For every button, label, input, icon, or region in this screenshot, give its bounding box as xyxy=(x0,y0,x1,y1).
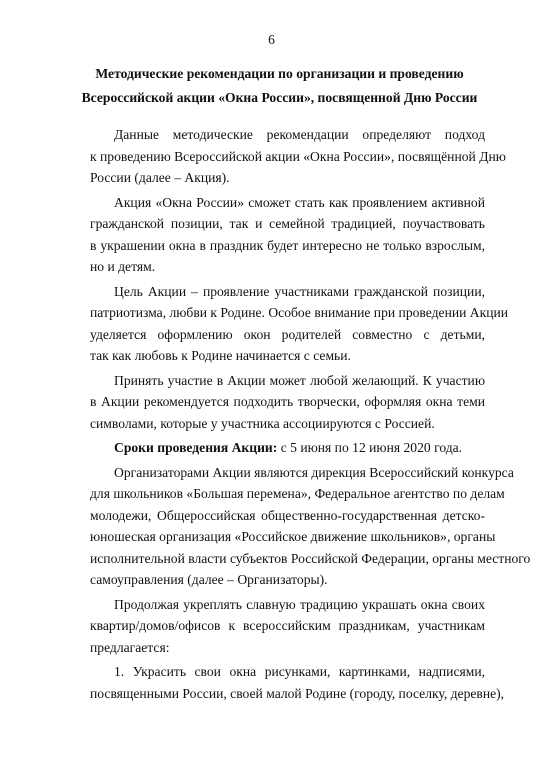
text-line: молодежи, Общероссийская общественно-государственная детско- xyxy=(90,507,485,523)
text-line: юношеская организация «Российское движение школьников», органы xyxy=(90,529,496,544)
paragraph-tradition xyxy=(66,594,485,659)
text-line: Цель Акции – проявление участниками гражданской позиции, xyxy=(114,283,485,299)
text-line: но и детям. xyxy=(90,259,156,274)
text-line: так как любовь к Родине начинается с семьи. xyxy=(90,348,351,363)
title-line-2: Всероссийской акции «Окна России», посвященной Дню России xyxy=(81,90,478,105)
text-line: Продолжая укреплять славную традицию украшать окна своих xyxy=(114,596,485,612)
paragraph-intro xyxy=(66,124,506,189)
dates-value: с 5 июня по 12 июня 2020 года. xyxy=(277,440,463,455)
text-line: посвященными России, своей малой Родине (городу, поселку, деревне), xyxy=(90,685,505,701)
text-line: самоуправления (далее – Организаторы). xyxy=(90,572,328,587)
text-line: Принять участие в Акции может любой желающий. К участию xyxy=(114,372,485,388)
paragraph-dates xyxy=(66,437,485,459)
paragraph-item-1 xyxy=(66,661,505,704)
text-line: в Акции рекомендуется подходить творчески, оформляя окна теми xyxy=(90,394,485,409)
text-line: исполнительной власти субъектов Российской Федерации, органы местного xyxy=(90,550,531,566)
paragraph-action-description xyxy=(66,192,485,278)
dates-label: Сроки проведения Акции: xyxy=(114,440,278,455)
text-line: квартир/домов/офисов к всероссийским праздникам, участникам xyxy=(90,618,485,633)
page-number: 6 xyxy=(268,32,275,47)
document-body xyxy=(66,124,531,704)
text-line: Данные методические рекомендации определяют подход xyxy=(114,127,485,142)
text-line: 1. Украсить свои окна рисунками, картинками, надписями, xyxy=(114,664,485,679)
text-line: в украшении окна в праздник будет интересно не только взрослым, xyxy=(90,237,485,253)
text-line: гражданской позиции, так и семейной традицией, поучаствовать xyxy=(90,216,485,231)
text-line: России (далее – Акция). xyxy=(90,170,230,185)
paragraph-goal xyxy=(66,281,509,367)
title-line-1: Методические рекомендации по организации и проведению xyxy=(95,66,464,81)
text-line: уделяется оформлению окон родителей совместно с детьми, xyxy=(90,326,485,342)
text-line: патриотизма, любви к Родине. Особое внимание при проведении Акции xyxy=(90,305,509,320)
text-line: Акция «Окна России» сможет стать как проявлением активной xyxy=(114,194,485,210)
text-line: для школьников «Большая перемена», Федеральное агентство по делам xyxy=(90,486,505,501)
text-line: к проведению Всероссийской акции «Окна России», посвящённой Дню xyxy=(90,148,506,164)
document-title xyxy=(66,62,493,110)
paragraph-participation xyxy=(66,370,485,435)
text-line: символами, которые у участника ассоциируются с Россией. xyxy=(90,415,435,431)
text-line xyxy=(66,437,485,459)
text-line: предлагается: xyxy=(90,639,170,655)
text-line: Организаторами Акции являются дирекция Всероссийский конкурса xyxy=(114,464,514,480)
paragraph-organizers xyxy=(66,462,531,591)
